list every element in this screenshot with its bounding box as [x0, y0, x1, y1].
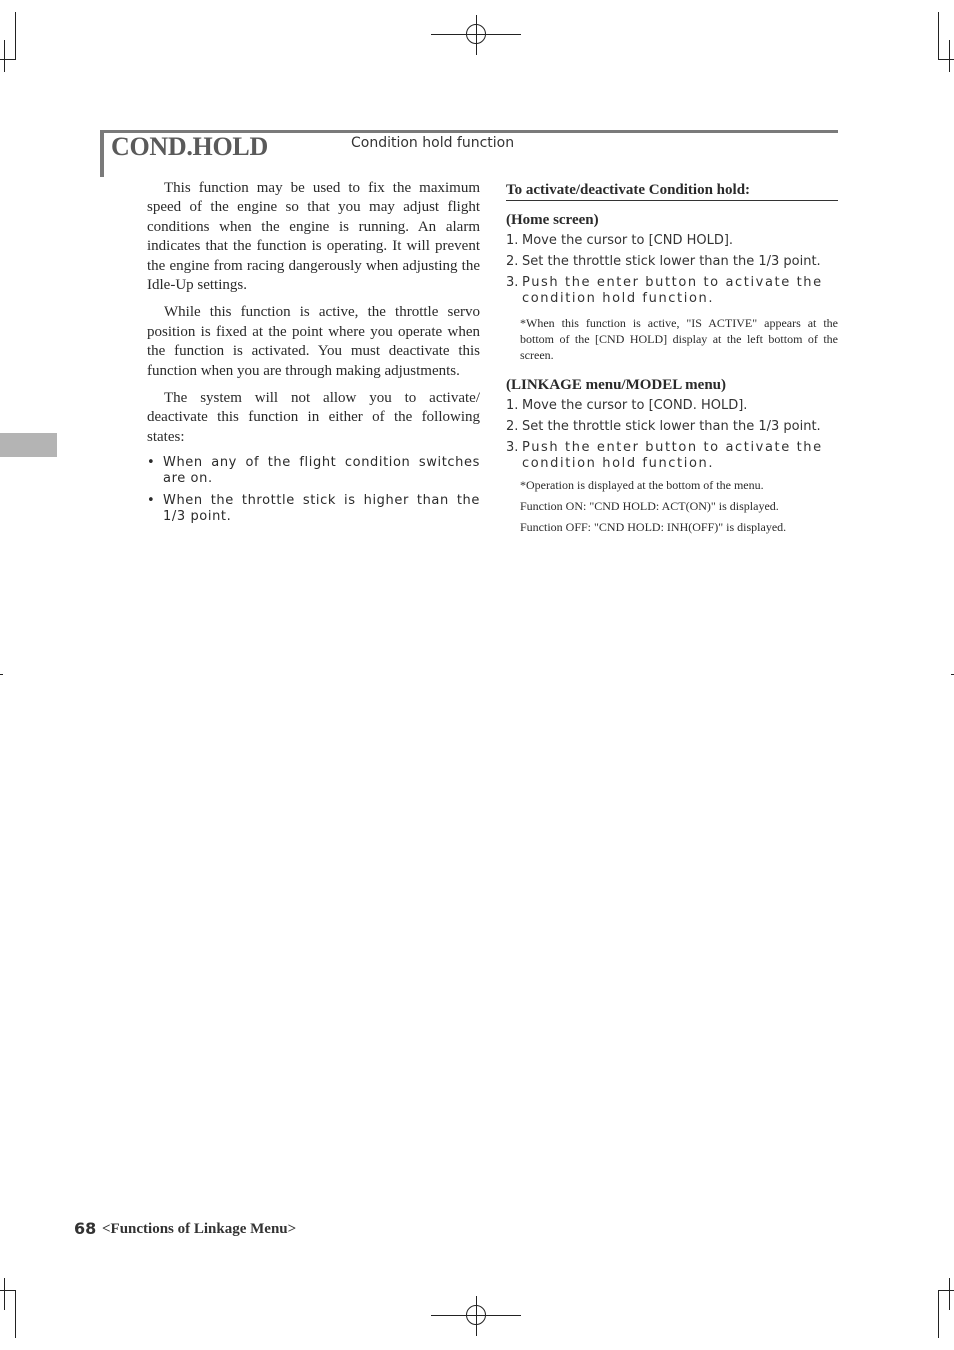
crop-mark — [938, 1290, 939, 1338]
note: *When this function is active, "IS ACTIVE" appears at the bottom of the [CND HOLD] display at the left bottom of the screen. — [520, 316, 838, 362]
crop-mark — [0, 59, 16, 60]
crop-mark — [938, 1290, 954, 1291]
side-tab — [0, 433, 57, 457]
step-text: Push the enter button to activate the condition hold function. — [522, 440, 823, 471]
step-text: Set the throttle stick lower than the 1/3 point. — [522, 254, 821, 269]
bullet-text: When any of the flight condition switches are on. — [163, 455, 480, 487]
step — [506, 440, 838, 472]
crop-mark — [15, 1290, 16, 1338]
step — [506, 419, 838, 435]
step-number: 1. — [506, 398, 519, 413]
crop-mark — [949, 1278, 950, 1310]
crop-mark — [0, 674, 3, 675]
note: Function OFF: "CND HOLD: INH(OFF)" is displayed. — [520, 520, 787, 534]
paragraph: While this function is active, the throttle servo position is fixed at the point where you operate when the function is activated. You must deactivate this function when you are through making adjustments. — [147, 304, 480, 379]
crop-mark — [949, 40, 950, 72]
paragraph: This function may be used to fix the maximum speed of the engine so that you may adjust flight conditions when the engine is running. An alarm indicates that the function is operating. It will prevent the engine from racing dangerously when adjusting the Idle-Up settings. — [147, 180, 480, 294]
step-number: 3. — [506, 275, 519, 290]
left-column — [147, 179, 480, 531]
step — [506, 398, 838, 414]
step — [506, 254, 838, 270]
step-text: Push the enter button to activate the condition hold function. — [522, 275, 823, 306]
crop-mark — [938, 12, 939, 60]
bullet-item — [147, 493, 480, 525]
linkage-menu-heading: (LINKAGE menu/MODEL menu) — [506, 377, 727, 393]
page-title: COND.HOLD — [111, 132, 268, 161]
note: *Operation is displayed at the bottom of the menu. — [520, 478, 764, 492]
crop-mark — [938, 59, 954, 60]
step — [506, 233, 838, 249]
paragraph: The system will not allow you to activate/ deactivate this function in either of the following states: — [147, 390, 480, 445]
step-number: 2. — [506, 254, 519, 269]
step-number: 2. — [506, 419, 519, 434]
page-number: 68 — [74, 1219, 97, 1238]
crop-mark — [4, 40, 5, 72]
step — [506, 275, 838, 307]
right-column — [506, 181, 838, 540]
bullet-item — [147, 455, 480, 487]
step-text: Move the cursor to [COND. HOLD]. — [522, 398, 748, 413]
header-bar — [100, 130, 104, 177]
crop-mark — [15, 12, 16, 60]
step-number: 1. — [506, 233, 519, 248]
footer-section-label: <Functions of Linkage Menu> — [102, 1221, 297, 1237]
step-number: 3. — [506, 440, 519, 455]
section-heading: To activate/deactivate Condition hold: — [506, 181, 838, 201]
step-text: Move the cursor to [CND HOLD]. — [522, 233, 734, 248]
bullet-char: • — [147, 493, 155, 509]
step-text: Set the throttle stick lower than the 1/3 point. — [522, 419, 821, 434]
note: Function ON: "CND HOLD: ACT(ON)" is displayed. — [520, 499, 779, 513]
registration-mark — [431, 1296, 521, 1336]
bullet-text: When the throttle stick is higher than the 1/3 point. — [163, 493, 480, 525]
home-screen-heading: (Home screen) — [506, 212, 599, 228]
bullet-char: • — [147, 455, 155, 471]
registration-mark — [431, 15, 521, 55]
crop-mark — [0, 1290, 16, 1291]
page-subtitle: Condition hold function — [351, 135, 515, 151]
crop-mark — [4, 1278, 5, 1310]
